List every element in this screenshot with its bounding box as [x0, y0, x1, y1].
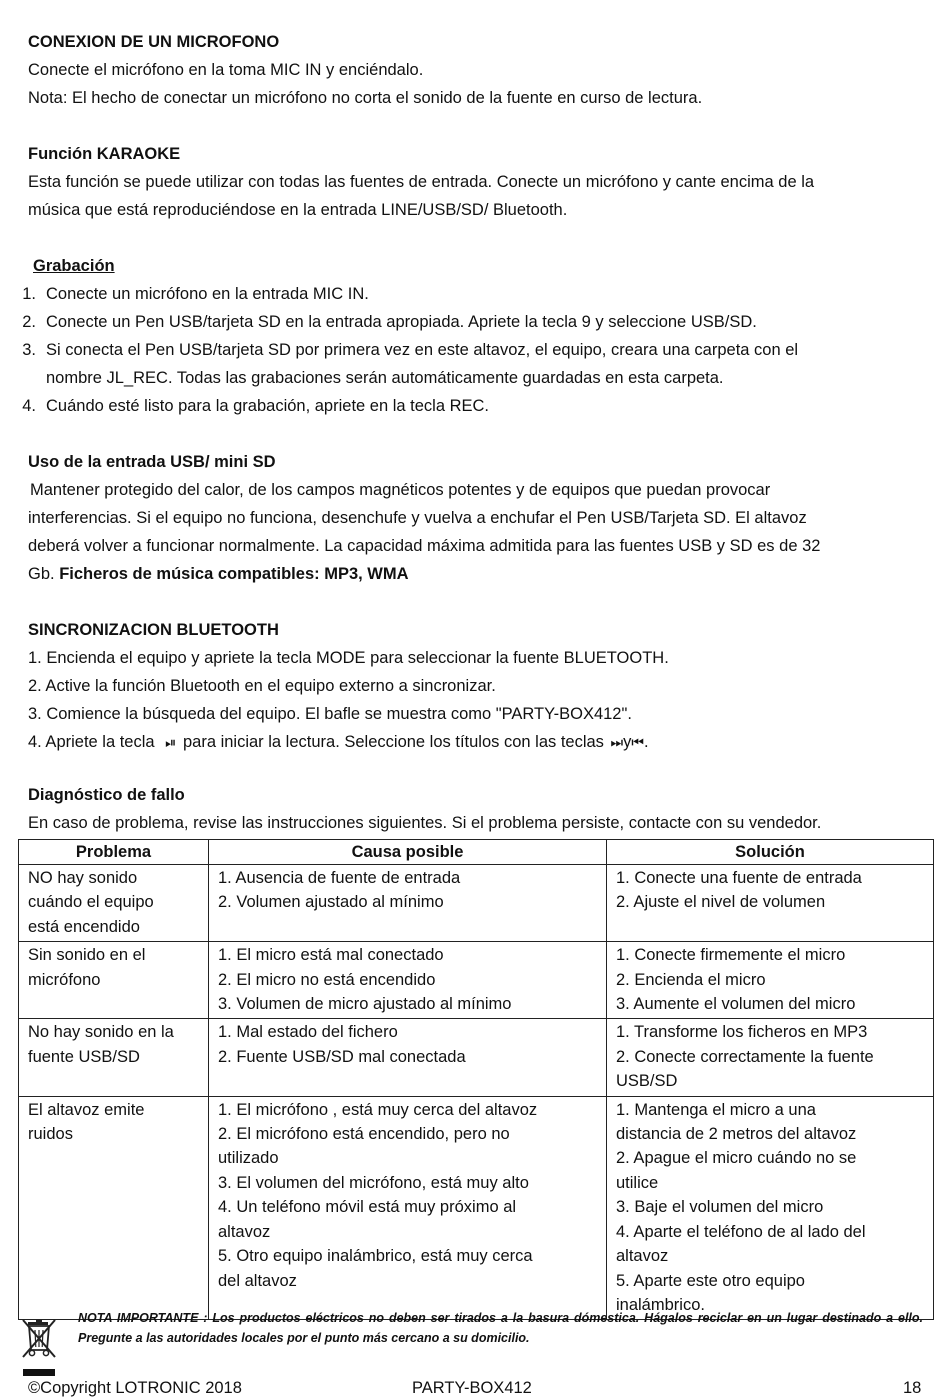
- footer-copyright: ©Copyright LOTRONIC 2018: [28, 1379, 242, 1397]
- cell-line: 1. Mantenga el micro a una: [616, 1100, 816, 1119]
- diagnostico-section-title: Diagnóstico de fallo: [28, 786, 185, 804]
- usb-text-line: interferencias. Si el equipo no funciona, desenchufe y vuelva a enchufar el Pen USB/Tarjeta SD. El altavoz: [28, 509, 807, 527]
- play-pause-icon: ⏯: [165, 735, 177, 751]
- cell-line: micrófono: [28, 970, 101, 989]
- cell-line: El altavoz emite: [28, 1100, 145, 1119]
- usb-text-line: deberá volver a funcionar normalmente. La capacidad máxima admitida para las fuentes USB y SD es de 32: [28, 537, 821, 555]
- bluetooth-step-text: y: [623, 733, 632, 751]
- cell-line: del altavoz: [218, 1271, 297, 1290]
- mic-section-title: CONEXION DE UN MICROFONO: [28, 33, 280, 51]
- karaoke-text-line: música que está reproduciéndose en la entrada LINE/USB/SD/ Bluetooth.: [28, 201, 568, 219]
- cell-line: 1. Conecte una fuente de entrada: [616, 869, 862, 887]
- cell-line: 2. El micro no está encendido: [218, 970, 436, 989]
- bluetooth-step: 2. Active la función Bluetooth en el equipo externo a sincronizar.: [28, 677, 496, 695]
- bluetooth-step: 3. Comience la búsqueda del equipo. El bafle se muestra como "PARTY-BOX412".: [28, 705, 632, 723]
- cell-line: USB/SD: [616, 1072, 678, 1091]
- cell-line: 2. Encienda el micro: [616, 970, 766, 989]
- crossed-out-wheelie-bin-icon: [18, 1316, 60, 1378]
- cell-line: 5. Otro equipo inalámbrico, está muy cerca: [218, 1247, 533, 1266]
- usb-section-title: Uso de la entrada USB/ mini SD: [28, 453, 276, 471]
- bluetooth-step: [28, 732, 649, 753]
- cause-cell: [209, 942, 607, 1019]
- cell-line: 2. Conecte correctamente la fuente: [616, 1047, 874, 1066]
- cell-line: 2. Ajuste el nivel de volumen: [616, 893, 826, 912]
- list-item-number: 4.: [22, 397, 36, 415]
- cell-line: 3. Aumente el volumen del micro: [616, 995, 856, 1014]
- problem-cell: [19, 1019, 209, 1096]
- karaoke-text-line: Esta función se puede utilizar con todas las fuentes de entrada. Conecte un micrófono y cante encima de la: [28, 173, 815, 191]
- list-item-number: 3.: [22, 341, 36, 359]
- table-row: [19, 1019, 934, 1096]
- cell-line: cuándo el equipo: [28, 893, 154, 912]
- bluetooth-section-title: SINCRONIZACION BLUETOOTH: [28, 621, 279, 639]
- table-row: [19, 865, 934, 942]
- list-item-text: Conecte un Pen USB/tarjeta SD en la entrada apropiada. Apriete la tecla 9 y seleccione USB/SD.: [46, 313, 757, 331]
- next-track-icon: ⏭: [610, 735, 624, 751]
- bluetooth-step-text: 4. Apriete la tecla: [28, 733, 155, 751]
- footer-model: PARTY-BOX412: [412, 1379, 532, 1397]
- important-note: NOTA IMPORTANTE : Los productos eléctricos no deben ser tirados a la basura dómestica. Hágalos reciclar en un lugar destinado a ello. Pregunte a las autoridades locales por el punto más cercano a su domicilio.: [78, 1311, 923, 1345]
- bluetooth-step-text: .: [644, 733, 649, 751]
- cell-line: 2. El micrófono está encendido, pero no: [218, 1125, 510, 1144]
- cell-line: 2. Volumen ajustado al mínimo: [218, 893, 444, 912]
- cell-line: 3. El volumen del micrófono, está muy alto: [218, 1173, 529, 1192]
- cell-line: 3. Volumen de micro ajustado al mínimo: [218, 995, 512, 1014]
- list-item-text: Conecte un micrófono en la entrada MIC IN.: [46, 285, 369, 303]
- cell-line: 1. El micrófono , está muy cerca del altavoz: [218, 1100, 538, 1119]
- karaoke-section-title: Función KARAOKE: [28, 145, 181, 163]
- cell-line: 5. Aparte este otro equipo: [616, 1271, 805, 1290]
- list-item-number: 1.: [22, 285, 36, 303]
- cell-line: 3. Baje el volumen del micro: [616, 1198, 824, 1217]
- problem-cell: [19, 942, 209, 1019]
- usb-text-prefix: Gb.: [28, 565, 55, 583]
- usb-compatible-formats: Ficheros de música compatibles: MP3, WMA: [59, 565, 409, 583]
- cell-line: utilice: [616, 1173, 659, 1192]
- cell-line: distancia de 2 metros del altavoz: [616, 1125, 857, 1144]
- cell-line: ruidos: [28, 1125, 73, 1144]
- column-header-cause: Causa posible: [209, 840, 607, 865]
- cell-line: 2. Apague el micro cuándo no se: [616, 1149, 857, 1168]
- list-item-number: 2.: [22, 313, 36, 331]
- grabacion-list: [12, 284, 912, 424]
- cell-line: 4. Aparte el teléfono de al lado del: [616, 1222, 866, 1241]
- bluetooth-step: 1. Encienda el equipo y apriete la tecla MODE para seleccionar la fuente BLUETOOTH.: [28, 649, 669, 667]
- cell-line: altavoz: [616, 1247, 669, 1266]
- cell-line: 1. Conecte firmemente el micro: [616, 946, 846, 965]
- cell-line: fuente USB/SD: [28, 1047, 140, 1066]
- troubleshooting-table: [18, 839, 934, 1320]
- table-header-row: [19, 840, 934, 865]
- list-item-text: nombre JL_REC. Todas las grabaciones serán automáticamente guardadas en esta carpeta.: [46, 369, 724, 387]
- cell-line: Sin sonido en el: [28, 946, 146, 965]
- problem-cell: [19, 865, 209, 942]
- cause-cell: [209, 1019, 607, 1096]
- bluetooth-step-text: para iniciar la lectura. Seleccione los títulos con las teclas: [182, 733, 604, 751]
- cell-line: 1. Ausencia de fuente de entrada: [218, 869, 461, 887]
- cell-line: inalámbrico.: [616, 1295, 705, 1314]
- mic-text-line: Conecte el micrófono en la toma MIC IN y enciéndalo.: [28, 61, 424, 79]
- solution-cell: [607, 1019, 934, 1096]
- cell-line: NO hay sonido: [28, 869, 138, 887]
- solution-cell: [607, 942, 934, 1019]
- cell-line: No hay sonido en la: [28, 1023, 174, 1042]
- solution-cell: [607, 865, 934, 942]
- footer-page-number: 18: [903, 1379, 922, 1397]
- column-header-problem: Problema: [19, 840, 209, 865]
- problem-cell: [19, 1096, 209, 1320]
- cell-line: 1. El micro está mal conectado: [218, 946, 444, 965]
- cell-line: 4. Un teléfono móvil está muy próximo al: [218, 1198, 517, 1217]
- list-item-text: Si conecta el Pen USB/tarjeta SD por primera vez en este altavoz, el equipo, creara una carpeta con el: [46, 341, 799, 359]
- solution-cell: [607, 1096, 934, 1320]
- cell-line: está encendido: [28, 917, 140, 936]
- usb-text-line: Mantener protegido del calor, de los campos magnéticos potentes y de equipos que puedan provocar: [30, 481, 771, 499]
- grabacion-section-title: Grabación: [33, 257, 115, 275]
- usb-text-line: [28, 564, 409, 584]
- cause-cell: [209, 1096, 607, 1320]
- cell-line: 1. Mal estado del fichero: [218, 1023, 398, 1042]
- diagnostico-intro: En caso de problema, revise las instrucciones siguientes. Si el problema persiste, contacte con su vendedor.: [28, 814, 822, 832]
- cell-line: utilizado: [218, 1149, 279, 1168]
- mic-note-line: Nota: El hecho de conectar un micrófono no corta el sonido de la fuente en curso de lectura.: [28, 89, 703, 107]
- cause-cell: [209, 865, 607, 942]
- table-row: [19, 942, 934, 1019]
- cell-line: altavoz: [218, 1222, 271, 1241]
- table-row: [19, 1096, 934, 1320]
- list-item-text: Cuándo esté listo para la grabación, apriete en la tecla REC.: [46, 397, 490, 415]
- column-header-solution: Solución: [607, 840, 934, 865]
- previous-track-icon: ⏮: [631, 735, 644, 751]
- cell-line: 2. Fuente USB/SD mal conectada: [218, 1047, 466, 1066]
- cell-line: 1. Transforme los ficheros en MP3: [616, 1023, 868, 1042]
